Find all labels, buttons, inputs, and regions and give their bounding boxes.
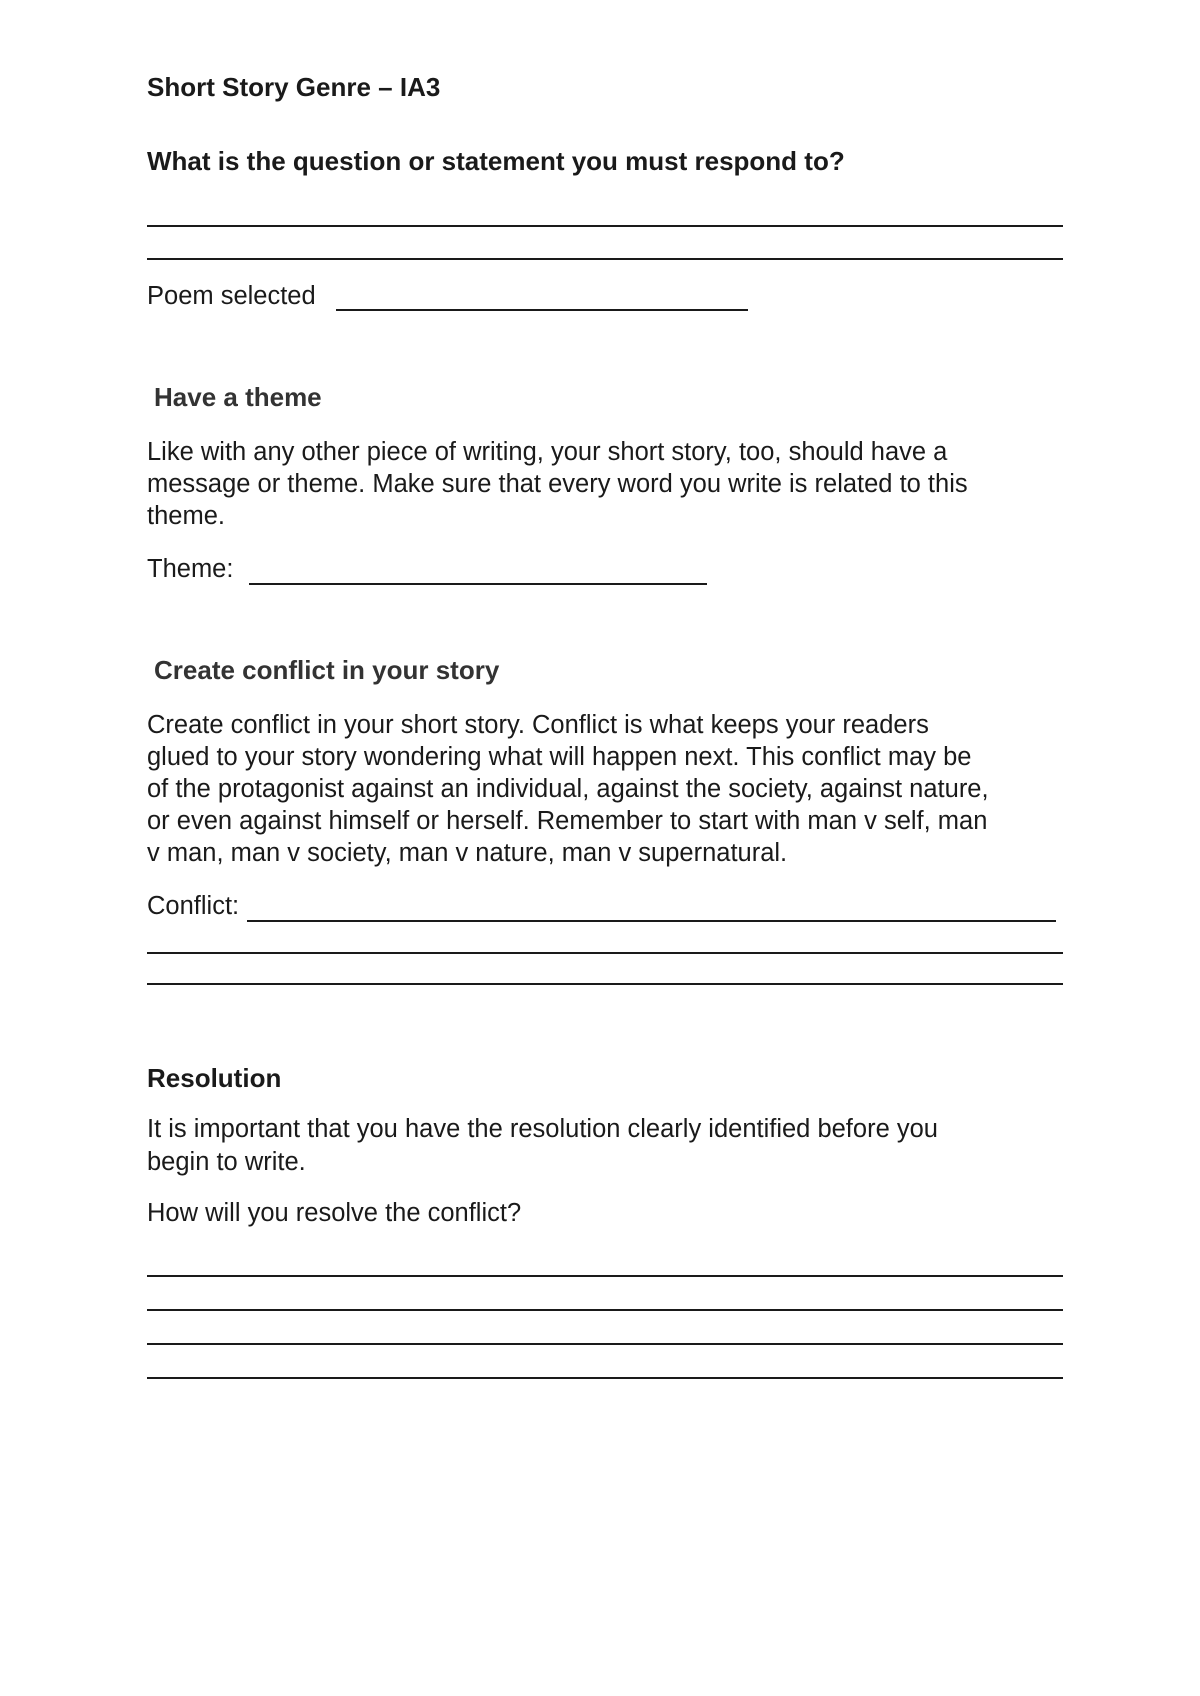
question-answer-line-2[interactable]	[147, 258, 1063, 260]
poem-selected-field[interactable]	[336, 309, 748, 311]
theme-paragraph-line-1: Like with any other piece of writing, your short story, too, should have a	[147, 438, 948, 466]
conflict-field-line-2[interactable]	[147, 952, 1063, 954]
conflict-field-label: Conflict:	[147, 892, 240, 920]
theme-field[interactable]	[249, 583, 707, 585]
theme-paragraph-line-3: theme.	[147, 502, 225, 530]
resolution-answer-line-3[interactable]	[147, 1343, 1063, 1345]
theme-paragraph-line-2: message or theme. Make sure that every word you write is related to this	[147, 470, 968, 498]
page-title: Short Story Genre – IA3	[147, 72, 441, 102]
conflict-paragraph-line-2: glued to your story wondering what will happen next. This conflict may be	[147, 743, 972, 771]
resolution-heading: Resolution	[147, 1063, 282, 1093]
conflict-field-line-1[interactable]	[247, 920, 1056, 922]
resolution-answer-line-1[interactable]	[147, 1275, 1063, 1277]
conflict-heading: Create conflict in your story	[154, 655, 500, 685]
question-prompt: What is the question or statement you must respond to?	[147, 146, 845, 176]
resolution-prompt: How will you resolve the conflict?	[147, 1199, 522, 1227]
conflict-field-line-3[interactable]	[147, 983, 1063, 985]
conflict-paragraph-line-4: or even against himself or herself. Remember to start with man v self, man	[147, 807, 988, 835]
resolution-answer-line-4[interactable]	[147, 1377, 1063, 1379]
question-answer-line-1[interactable]	[147, 225, 1063, 227]
conflict-paragraph-line-1: Create conflict in your short story. Conflict is what keeps your readers	[147, 711, 929, 739]
theme-field-label: Theme:	[147, 555, 234, 583]
theme-heading: Have a theme	[154, 382, 322, 412]
poem-selected-label: Poem selected	[147, 282, 316, 310]
resolution-paragraph-line-2: begin to write.	[147, 1148, 306, 1176]
resolution-paragraph-line-1: It is important that you have the resolution clearly identified before you	[147, 1115, 938, 1143]
resolution-answer-line-2[interactable]	[147, 1309, 1063, 1311]
conflict-paragraph-line-5: v man, man v society, man v nature, man v supernatural.	[147, 839, 788, 867]
conflict-paragraph-line-3: of the protagonist against an individual, against the society, against nature,	[147, 775, 989, 803]
